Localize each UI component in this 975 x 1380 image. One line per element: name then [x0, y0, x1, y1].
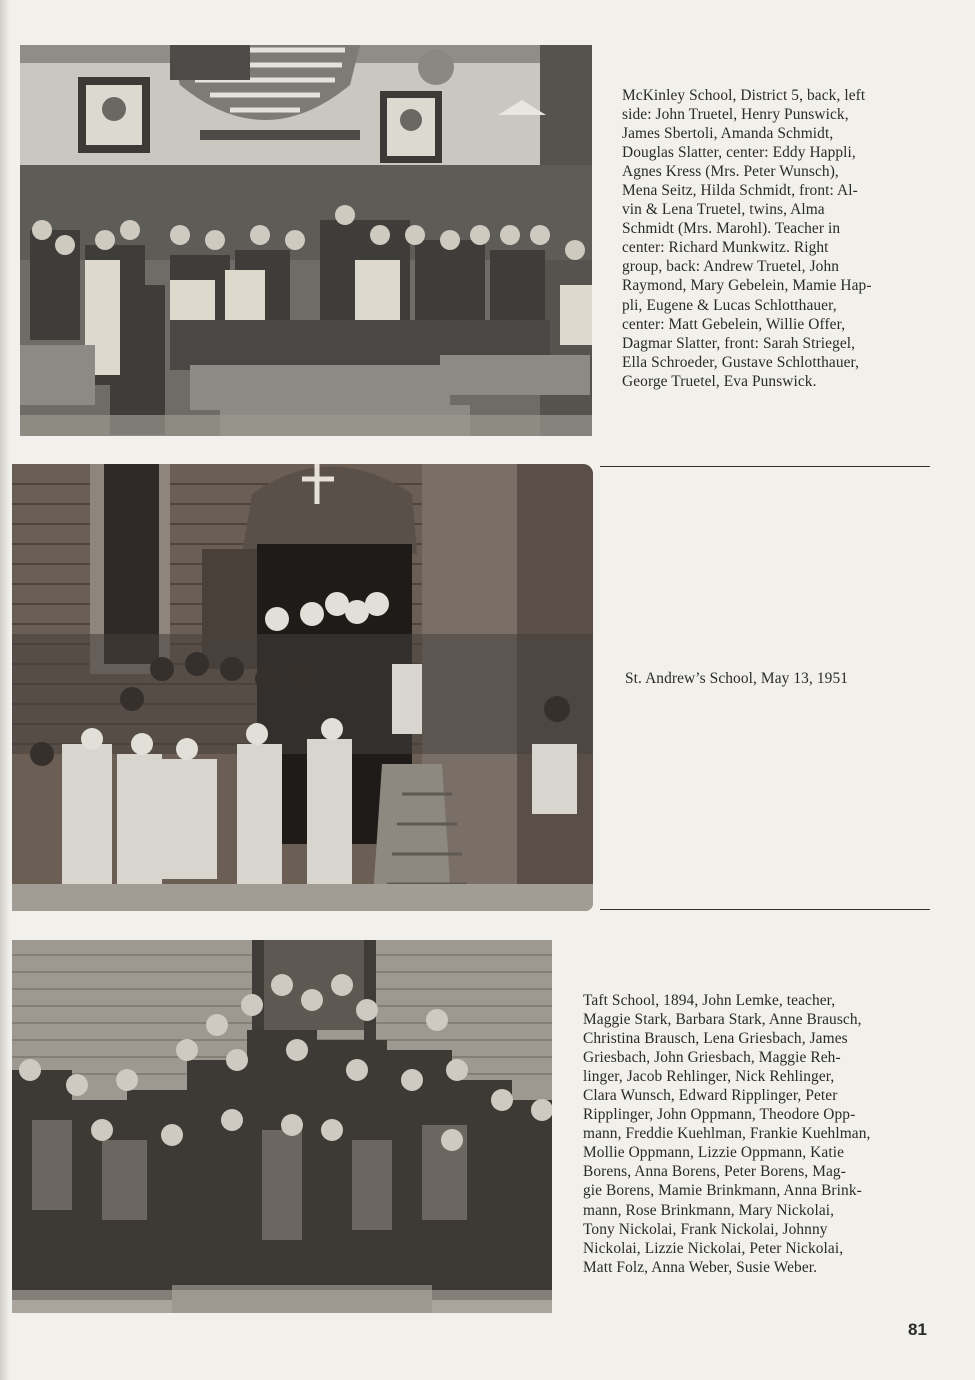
page-number: 81	[908, 1320, 927, 1339]
photo-mckinley-school	[20, 45, 592, 436]
caption-divider-top	[600, 466, 930, 467]
photo-st-andrews-school	[12, 464, 593, 911]
photo-taft-school	[12, 940, 552, 1313]
caption-taft-school: Taft School, 1894, John Lemke, teacher, Maggie Stark, Barbara Stark, Anne Brausch, Christina Brausch, Lena Griesbach, James Griesbach, John Griesbach, Maggie Reh- linger, Jacob Rehlinger, Nick Rehlinger, Clara Wunsch, Edward Ripplinger, Peter Ripplinger, John Oppmann, Theodore Opp- mann, Freddie Kuehlman, Frankie Kuehlman, Mollie Oppmann, Lizzie Oppmann, Katie Borens, Anna Borens, Peter Borens, Mag- gie Borens, Mamie Brinkmann, Anna Brink- mann, Rose Brinkmann, Mary Nickolai, Tony Nickolai, Frank Nickolai, Johnny Nickolai, Lizzie Nickolai, Peter Nickolai, Matt Folz, Anna Weber, Susie Weber.	[583, 992, 871, 1276]
caption-st-andrews-school: St. Andrew’s School, May 13, 1951	[625, 670, 849, 687]
page-gutter-shadow	[0, 0, 10, 1380]
caption-mckinley-school: McKinley School, District 5, back, left side: John Truetel, Henry Punswick, James Sbertoli, Amanda Schmidt, Douglas Slatter, center: Eddy Happli, Agnes Kress (Mrs. Peter Wunsch), Mena Seitz, Hilda Schmidt, front: Al- vin & Lena Truetel, twins, Alma Schmidt (Mrs. Marohl). Teacher in center: Richard Munkwitz. Right group, back: Andrew Truetel, John Raymond, Mary Gebelein, Mamie Hap- pli, Eugene & Lucas Schlotthauer, center: Matt Gebelein, Willie Offer, Dagmar Slatter, front: Sarah Striegel, Ella Schroeder, Gustave Schlotthauer, George Truetel, Eva Punswick.	[622, 87, 872, 390]
caption-divider-bottom	[600, 909, 930, 910]
